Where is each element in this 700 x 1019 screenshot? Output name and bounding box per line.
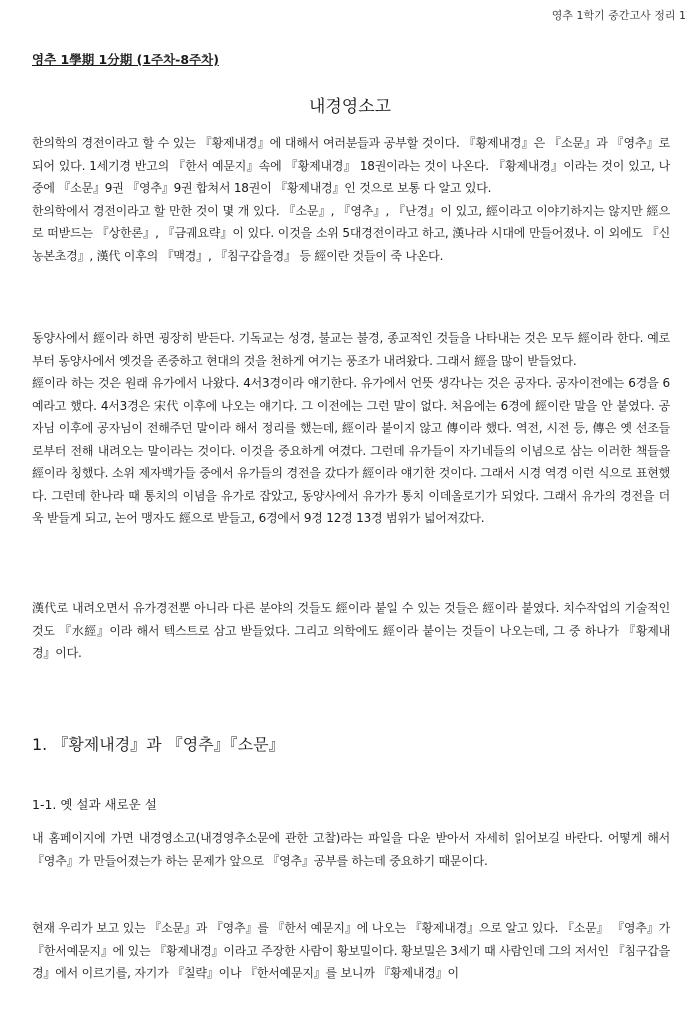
paragraph: 한의학에서 경전이라고 할 만한 것이 몇 개 있다. 『소문』, 『영추』, 『난경』이 있고, 經이라고 이야기하지는 않지만 經으로 떠받드는 『상한론』, 『금궤요략』이 있다. 이것을 소위 5대경전이라고 하고, 漢나라 시대에 만들어졌나. 이 외에도 『신농본초경』, 漢代 이후의 『맥경』, 『침구갑을경』 등 經이란 것들이 죽 나온다. xyxy=(32,203,670,263)
subsection-paragraph-block xyxy=(32,827,670,872)
paragraph: 漢代로 내려오면서 유가경전뿐 아니라 다른 분야의 것들도 經이라 붙일 수 있는 것들은 經이라 붙였다. 치수작업의 기술적인 것도 『水經』이라 해서 텍스트로 삼고 받들었다. 그리고 의학에도 經이라 붙이는 것들이 나오는데, 그 중 하나가 『황제내경』이다. xyxy=(32,601,670,660)
section-heading: 1. 『황제내경』과 『영추』『소문』 xyxy=(32,735,285,754)
subsection-heading: 1-1. 옛 설과 새로운 설 xyxy=(32,797,157,812)
paragraph: 내 홈페이지에 가면 내경영소고(내경영추소문에 관한 고찰)라는 파일을 다운 받아서 자세히 읽어보길 바란다. 어떻게 해서 『영추』가 만들어졌는가 하는 문제가 앞으로 『영추』공부를 하는데 중요하기 때문이다. xyxy=(32,831,670,868)
classics-section xyxy=(32,327,670,530)
running-head: 영추 1학기 중간고사 정리 1 xyxy=(551,9,686,22)
paragraph: 동양사에서 經이라 하면 굉장히 받든다. 기독교는 성경, 불교는 불경, 종교적인 것들을 나타내는 것은 모두 經이라 한다. 예로부터 동양사에서 옛것을 존중하고 현대의 것을 천하게 여기는 풍조가 내려왔다. 그래서 經을 많이 받들었다. xyxy=(32,331,670,368)
document-title: 내경영소고 xyxy=(308,97,392,117)
paragraph: 한의학의 경전이라고 할 수 있는 『황제내경』에 대해서 여러분들과 공부할 것이다. 『황제내경』은 『소문』과 『영추』로 되어 있다. 1세기경 반고의 『한서 예문지』속에 『황제내경』 18권이라는 것이 나온다. 『황제내경』이라는 것이 있고, 나중에 『소문』9권 『영추』9권 합쳐서 18권이 『황제내경』인 것으로 보통 다 알고 있다. xyxy=(32,136,670,195)
medical-classics-section xyxy=(32,597,670,665)
intro-section xyxy=(32,132,670,267)
course-heading: 영추 1學期 1分期 (1주차-8주차) xyxy=(32,52,219,67)
paragraph: 현재 우리가 보고 있는 『소문』과 『영추』를 『한서 예문지』에 나오는 『황제내경』으로 알고 있다. 『소문』 『영추』가 『한서예문지』에 있는 『황제내경』이라고 주장한 사람이 황보밀이다. 황보밀은 3세기 때 사람인데 그의 저서인 『침구갑을경』에서 이르기를, 자기가 『칠략』이나 『한서예문지』를 보니까 『황제내경』이 xyxy=(32,921,670,980)
paragraph: 經이라 하는 것은 원래 유가에서 나왔다. 4서3경이라 얘기한다. 유가에서 언뜻 생각나는 것은 공자다. 공자이전에는 6경을 6예라고 했다. 4서3경은 宋代 이후에 나오는 얘기다. 그 이전에는 그런 말이 없다. 처음에는 6경에 經이란 말을 안 붙였다. 공자님 이후에 공자님이 전해주던 말이라 해서 정리를 했는데, 經이라 붙이지 않고 傳이라 했다. 역전, 시전 등, 傳은 옛 선조들로부터 전해 내려오는 말이라는 것이다. 이것을 중요하게 여겼다. 그런데 유가들이 자기네들의 이념으로 삼는 이러한 책들을 經이라 칭했다. 소위 제자백가들 중에서 유가들의 경전을 갔다가 經이라 얘기한 것이다. 그래서 시경 역경 이런 식으로 표현했다. 그런데 한나라 때 통치의 이념을 유가로 잡았고, 동양사에서 유가가 통치 이데올로기가 되었다. 그래서 유가의 경전을 더욱 받들게 되고, 논어 맹자도 經으로 받들고, 6경에서 9경 12경 13경 범위가 넓어져갔다. xyxy=(32,376,670,525)
subsection-paragraph-block xyxy=(32,917,670,985)
